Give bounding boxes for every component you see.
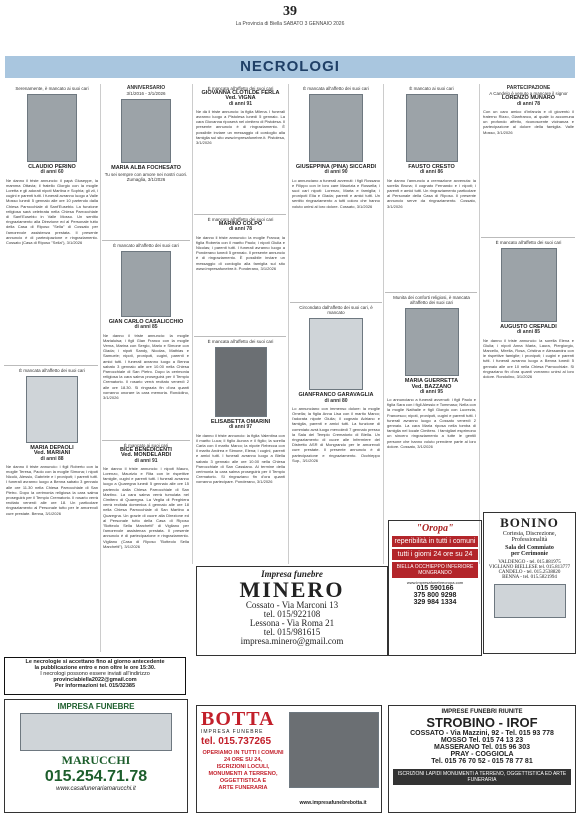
page-header-line: La Provincia di Biella SABATO 3 GENNAIO 2026 — [235, 21, 345, 27]
ad-strobino — [388, 705, 576, 813]
ad-bonino-place: CANDELO - tel. 015.2538820 — [498, 570, 561, 575]
column-divider — [192, 84, 193, 564]
divider — [385, 292, 477, 293]
intro-text: Serenamente, è mancato ai suoi cari — [15, 86, 89, 91]
ad-botta — [196, 705, 382, 813]
obituary-garavaglia — [292, 305, 380, 463]
portrait-photo — [405, 308, 459, 376]
ad-botta-website: www.impresafunebrebotta.it — [299, 800, 367, 806]
portrait-photo — [501, 248, 557, 322]
intro-text: A Candelo è venuto a mancare il signor — [489, 91, 568, 97]
ad-oropa-phone: 375 800 9298 — [413, 592, 457, 599]
deceased-age: di anni 78 — [516, 100, 541, 107]
obituary-guerretta — [387, 295, 476, 449]
deceased-name: FAUSTO CRESTO — [408, 164, 455, 171]
ad-strobino-line: Tel. 015 76 70 52 - 015 78 77 81 — [431, 758, 533, 765]
ad-oropa-locations: BIELLA OCCHIEPPO INFERIORE MONGRANDO — [392, 562, 478, 578]
obituary-body: Ne danno il triste annuncio: la sorella Elena e Giulia; i nipoti Anna Maria, Laura, Piergiorgio, Marcello, Mirella, Rosa, Cristina e Alessandra con le rispettive famiglie; i pronipoti; i cugini e parenti tutti. I funerali avranno luogo a Benna lunedì 5 gennaio alle ore 10 nella Chiesa Parrocchiale. Si ringraziano fin d'ora quanti vorranno unirsi al loro dolore. Rondolino, 3/1/2026 — [483, 337, 574, 380]
ad-strobino-line: MOSSO Tel. 015 74 13 23 — [440, 737, 524, 744]
ad-bonino-place: VIGLIANO BIELLESE tel. 015.813777 — [488, 565, 571, 570]
obituary-omarini — [196, 339, 285, 485]
ad-botta-line: ISCRIZIONI LOCULI, — [216, 764, 270, 770]
ad-botta-line: ARTE FUNERARIA — [218, 785, 268, 791]
obituary-cresto — [387, 86, 476, 209]
ad-oropa-phone: 015 590166 — [416, 585, 454, 592]
divider — [481, 237, 575, 238]
deceased-age: di anni 85 — [134, 324, 158, 331]
ad-bonino-line1: Cortesia, Discrezione, — [502, 531, 557, 537]
ad-minero-name: MINERO — [239, 577, 345, 602]
intro-text: Munita dei conforti religiosi, è mancata all'affetto dei suoi cari — [393, 295, 470, 306]
section-title: NECROLOGI — [5, 56, 575, 78]
ad-bonino-place: BENNA - tel. 015.5821994 — [502, 575, 557, 580]
ad-botta-phone: tel. 015.737265 — [201, 736, 272, 747]
divider — [194, 214, 286, 215]
divider — [4, 365, 98, 366]
deceased-age: di anni 91 — [228, 100, 253, 107]
deceased-name: MARINO COLPO — [218, 221, 263, 228]
deceased-name: CLAUDIO PERINO — [28, 164, 76, 171]
ad-bonino — [483, 512, 576, 654]
deceased-name: AUGUSTO CREPALDI — [500, 324, 557, 331]
obituary-colpo — [196, 217, 285, 271]
deceased-age: di anni 86 — [419, 169, 444, 176]
divider — [102, 440, 190, 441]
notice-line: I necrologi possono essere inviati all'indirizzo — [40, 671, 150, 677]
deceased-name: GIAN CARLO CASALICCHIO — [108, 319, 184, 326]
ad-bonino-name: BONINO — [500, 515, 559, 530]
portrait-photo — [215, 347, 267, 417]
intro-text: È mancato all'affetto dei suoi cari — [113, 243, 179, 248]
ad-minero-address: Cossato - Via Marconi 13 — [245, 600, 339, 610]
obituary-body: Ne danno il triste annuncio: i figli Roberto con la moglie Teresa, Paolo con la moglie Simona; i nipoti Nicolò, Alessio, Gabriele e i pronipoti; i parenti tutti. I funerali avranno luogo a Benna sabato 3 gennaio alle ore 11.30 nella Chiesa Parrocchiale di San Pietro. Dopo la cerimonia religiosa la cara salma proseguirà per il Tempio Crematorio. Il rosario verrà recitato venerdì alle ore 18. Un particolare ringraziamento al Personale tutto per le amorevoli cure prestate. Benna, 3/1/2026 — [6, 463, 98, 516]
ad-minero-address2: Lessona - Via Roma 21 — [249, 618, 335, 628]
ad-strobino-title: IMPRESE FUNEBRI RIUNITE — [441, 709, 523, 715]
column-divider — [479, 84, 480, 564]
anniversary-fochesato — [103, 86, 189, 182]
anniversary-text: Tu sei sempre con amore nei nostri cuori. — [104, 171, 188, 177]
ad-oropa-line1: reperibilità in tutti i comuni — [392, 536, 478, 547]
obituary-siccardi — [292, 86, 380, 209]
obituary-body: Ne danno il triste annuncio: la moglie Marialuisa; i figli Gian Franco con la moglie Verna, Marina con Sergio, Mario e Simone con Giada; i nipoti Sandy, Nicolas, Mathias e Samuele; nipoti, pronipoti, cugini, parenti e amici tutti. I funerali avranno luogo a Benna sabato 3 gennaio alle ore 10.00 nella Chiesa Parrocchiale di San Pietro. Dopo la cerimonia religiosa la cara salma proseguirà per il Tempio Crematorio. Il rosario verrà recitato venerdì 2 alle ore 18.30. Si ringrazia fin d'ora quanti vorranno onorare la cara memoria. Rondolino, 3/1/2026 — [103, 332, 189, 401]
obituary-body: Ne danno il triste annuncio: il papà Giuseppe, la mamma Ottavia; il fratello Giorgio con la moglie Loretta e gli adorati nipoti Martina e Sophia; gli zii, i cugini e parenti tutti. I funerali avranno luogo a Valle Mosso lunedì 5 gennaio alle ore 10 partendo dalla Chiesa Parrocchiale di Sant'Eusebio. La funzione religiosa sarà celebrata nella Chiesa Parrocchiale di Sant'Eusebio in Valle Mosso. Un sentito ringraziamento alla Direzione ed al Personale tutto della Casa di Riposo "Sella" di Cossato per l'amorevole assistenza prestata. Il presente annuncio è di partecipazione e ringraziamento. Cossato (Casa di Riposo "Sella"), 3/1/2026 — [6, 177, 98, 246]
deceased-age: di anni 80 — [324, 397, 348, 404]
deceased-age: di anni 78 — [228, 226, 253, 233]
obituary-body: Con un caro amico d'infanzia e di gioventù il fraterno Rizzo, Gianfranco, al quale lo accomuna un profondo affetto, riconoscente vicinanza e partecipazione al dolore della famiglia. Valle Mosso, 3/1/2026 — [483, 108, 574, 135]
divider — [290, 302, 382, 303]
anniversary-dates: 3/1/2016 - 3/1/2026 — [126, 91, 166, 97]
deceased-age: di anni 88 — [40, 455, 64, 462]
staff-photo — [289, 712, 379, 788]
divider — [194, 336, 286, 337]
deceased-name: GIOVANNA CLOTILDE FERLA — [201, 90, 280, 97]
ad-strobino-cossato: COSSATO - Via Mazzini, 92 - Tel. 015 93 778 — [410, 730, 554, 737]
ad-oropa — [388, 520, 482, 656]
deceased-name: GIANFRANCO GARAVAGLIA — [298, 392, 374, 399]
deceased-name-married: Ved. BAZZANO — [411, 383, 452, 390]
portrait-photo — [406, 94, 458, 162]
partecipazione-title: PARTECIPAZIONE — [506, 85, 551, 91]
obituary-body: Ne danno l'annuncio a cremazione avvenuta: la sorella Bruna; il cognato Fernando e i nipoti; i parenti e amici tutti. Un ringraziamento particolare al Personale della Casa di Riposo. Il presente annuncio serve da ringraziamento. Cossato, 3/1/2026 — [387, 177, 476, 209]
obituary-body: Ne dà il triste annuncio: la figlia Milena. I funerali avranno luogo a Pistolesa lunedì 5 gennaio. La cara Giovanna riposerà nel cimitero di Pistolesa. Il presente annuncio è di ringraziamento. È possibile inviare un messaggio di cordoglio alla famiglia sul sito www.impresafunebre.it. Pistolesa, 3/1/2026 — [196, 108, 285, 146]
obituary-body: Lo annunciano a funerali avvenuti: i figli Paolo e figlia Sara con i figli Alessio e Tommaso; Nella con la moglie Nathalie e figli Giorgio con Lucrezia, Francesco; nipoti, pronipoti, cugini e parenti tutti. I funerali avranno luogo a Cossato venerdì 2 gennaio. La cara Maria riposa nella tomba di famiglia nel locale Cimitero. I famigliari esprimono un sincero ringraziamento a tutte le gentili persone che hanno voluto prendere parte al loro dolore. Cossato, 3/1/2026 — [387, 397, 476, 449]
intro-text: È mancato all'affetto dei suoi cari — [207, 217, 274, 222]
ad-bonino-line2: Professionalità — [511, 537, 548, 543]
deceased-name: ELISABETTA OMARINI — [210, 419, 271, 426]
ad-strobino-footer: ISCRIZIONI LAPIDI MONUMENTI A TERRENO, OGGETTISTICA ED ARTE FUNERARIA — [393, 769, 571, 785]
ad-oropa-line2: tutti i giorni 24 ore su 24 — [392, 549, 478, 560]
deceased-name-married: Ved. VIGNA — [225, 95, 256, 102]
anniversary-title: ANNIVERSARIO — [126, 85, 166, 91]
deceased-age: di anni 60 — [40, 169, 64, 176]
notice-line: Per informazioni tel. 015/32385 — [54, 683, 136, 689]
ad-botta-services — [201, 750, 285, 792]
intro-text: È mancato ai suoi cari — [123, 443, 169, 448]
ad-bonino-line4: per Cerimonie — [510, 551, 549, 557]
column-divider — [288, 84, 289, 564]
obituary-crepaldi — [483, 240, 574, 379]
intro-text: È mancata all'affetto dei suoi cari — [207, 339, 274, 344]
obituary-body: Ne danno il triste annuncio: la moglie Franca; la figlia Roberta con il marito Paolo; i nipoti Giulia e Nicolas; i parenti tutti. I funerali avranno luogo a Ponderano lunedì 5 gennaio. Il presente annuncio è di ringraziamento. È possibile inviare un messaggio di cordoglio alla famiglia sul sito www.impresafunebre.it. Ponderano, 3/1/2026 — [196, 234, 285, 271]
divider — [102, 240, 190, 241]
portrait-photo — [26, 376, 78, 443]
ad-botta-name: BOTTA — [201, 708, 275, 730]
ad-oropa-website: www.impresafunebreoropa.com — [406, 580, 464, 585]
intro-text: È mancata all'affetto dei suoi cari — [19, 368, 85, 373]
intro-text: È mancato all'affetto dei suoi cari — [495, 240, 562, 245]
portrait-photo — [309, 318, 363, 390]
ad-oropa-title: "Oropa" — [416, 523, 454, 534]
ad-minero-phone: tel. 015/922108 — [263, 609, 321, 619]
intro-text: È mancata all'affetto dei suoi cari — [207, 86, 274, 91]
intro-text: Circondato dall'affetto dei suoi cari, è mancato — [299, 305, 373, 316]
ad-minero-title: Impresa funebre — [261, 569, 323, 579]
ad-botta-line: OGGETTISTICA E — [219, 778, 267, 784]
portrait-photo — [309, 94, 363, 162]
deceased-name: GIUSEPPINA (PINA) SICCARDI — [295, 164, 377, 171]
anniversary-place: Zumaglia, 3/1/2026 — [126, 176, 166, 182]
ad-minero — [196, 566, 388, 656]
obituary-body: Ne danno il triste annuncio: i nipoti Mauro, Lorenzo, Maurizio e Rita con le rispettive famiglie, cugini e parenti tutti. I funerali avranno luogo a Quaregna lunedì 5 gennaio alle ore 15 partendo dalla Chiesa Parrocchiale di San Martino. La cara salma verrà tumulata nel Cimitero di Quaregna. La Veglia di Preghiera verrà recitata domenica 4 gennaio alle ore 18 nella Chiesa Parrocchiale di San Martino a Quaregna. Un grazie di cuore alla Direzione ed al Personale tutto della Casa di Riposo "Botteolo Sella Marchetti" di Vigliano per l'amorevole assistenza prestata. Il presente annuncio è di partecipazione e ringraziamento. Vigliano (Casa di Riposo "Botteolo Sella Marchetti"), 3/1/2026 — [103, 465, 189, 549]
obituary-depaoli — [6, 368, 98, 516]
ad-minero-email: impresa.minero@gmail.com — [240, 636, 344, 646]
obituary-perino — [6, 86, 98, 245]
intro-text: È mancata all'affetto dei suoi cari — [303, 86, 369, 91]
obituary-body: Lo annunciano con immenso dolore: la moglie Ornella; la figlia Anna Lisa con il marito Marco; l'adorata nipote Giulia; il cognato Adriano e famiglia, parenti e amici tutti. La funzione di commiato avrà luogo mercoledì 7 gennaio presso la Sala del Tempio Crematorio di Biella. Un ringraziamento di cuore alle Infermiere del Distretto ASR di Mongrando per le amorevoli cure prestate. Il presente annuncio è di partecipazione e ringraziamento. Occhieppo Sup., 3/1/2026 — [292, 405, 380, 463]
notice-line: Le necrologie si accettano fino al giorno antecedente — [25, 659, 165, 665]
ad-oropa-phone: 329 984 1334 — [413, 599, 457, 606]
deceased-age: di anni 91 — [134, 457, 158, 464]
deceased-name: MARIA ALBA FOCHESATO — [111, 165, 181, 172]
ad-minero-phone2: tel. 015/981615 — [263, 627, 321, 637]
ad-marucchi — [4, 699, 188, 813]
portrait-photo — [27, 94, 77, 162]
obituary-body: Lo annunciano a funerali avvenuti: i figli Rossano e Filippo con le loro care Maurizia e Rossella; i suoi cari nipoti: Lorenzo, Marta e famiglia; i pronipoti Elia e Giada; parenti e amici tutti. Un sentito ringraziamento a tutti coloro che hanno voluto unirsi al loro dolore. Cossato, 3/1/2026 — [292, 177, 380, 209]
column-divider — [383, 84, 384, 564]
ad-marucchi-name: MARUCCHI — [61, 753, 131, 767]
deceased-age: di anni 95 — [419, 388, 444, 395]
deceased-name-married: Ved. MARIANI — [33, 450, 71, 457]
notice-line: la pubblicazione entro e non oltre le ore 15:30. — [34, 665, 156, 671]
portrait-photo — [121, 99, 171, 163]
ad-strobino-line: MASSERANO Tel. 015 96 303 — [434, 744, 530, 751]
ad-bonino-place: VALDENGO - tel. 015.881975 — [498, 560, 561, 565]
partecipazione-munaro — [483, 86, 574, 135]
deceased-name: BICE BENEDICENTI — [120, 447, 172, 454]
ad-botta-line: MONUMENTI A TERRENO, — [208, 771, 278, 777]
ad-strobino-name: STROBINO - IROF — [426, 715, 538, 730]
notice-email: provinciabiella2022@gmail.com — [53, 677, 137, 683]
obituary-benedicenti — [103, 443, 189, 549]
deceased-name: LORENZO MUNARO — [501, 95, 556, 102]
ad-marucchi-title: IMPRESA FUNEBRE — [57, 702, 135, 711]
obituary-body: Ne danno il triste annuncio: la figlia Valentina con il marito Luca; il figlio Aurora e il figlio; la sorella Carla con il marito Marco; la nipote Rebecca con il marito Andrea e Simone, Elena; i cugini, parenti e amici tutti. I funerali avranno luogo a Biella sabato 3 gennaio alle ore 10.00 nella Chiesa Parrocchiale di San Cassiano. Al termine della cerimonia la cara salma proseguirà per il Tempio Crematorio. Si ringraziano fin d'ora quanti vorranno partecipare. Ponderano, 3/1/2026 — [196, 432, 285, 485]
deceased-name: MARIA DEPAOLI — [30, 445, 74, 452]
ad-marucchi-phone: 015.254.71.78 — [44, 768, 148, 785]
building-photo — [20, 713, 172, 751]
ad-marucchi-website: www.casafunerariamarucchi.it — [56, 786, 136, 792]
building-photo — [494, 584, 566, 618]
intro-text: È mancato ai suoi cari — [409, 86, 454, 91]
obituary-casalicchio — [103, 243, 189, 400]
obituary-ferla — [196, 86, 285, 145]
submission-notice — [4, 657, 186, 695]
deceased-age: di anni 90 — [324, 169, 348, 176]
ad-botta-line: 24 ORE SU 24, — [224, 757, 262, 763]
page-number: 39 — [283, 4, 297, 19]
column-divider — [100, 84, 101, 652]
deceased-age: di anni 85 — [516, 329, 541, 336]
ad-strobino-line: PRAY - COGGIOLA — [450, 751, 514, 758]
ad-bonino-line3: Sala del Commiato — [505, 545, 554, 551]
ad-botta-line: OPERIAMO IN TUTTI I COMUNI — [202, 750, 284, 756]
portrait-photo — [121, 251, 171, 317]
deceased-name: MARIA GUERRETTA — [404, 378, 459, 385]
deceased-age: di anni 97 — [228, 424, 253, 431]
deceased-name-married: Ved. MONDELARDI — [120, 452, 172, 459]
ad-botta-subtitle: IMPRESA FUNEBRE — [201, 729, 264, 735]
